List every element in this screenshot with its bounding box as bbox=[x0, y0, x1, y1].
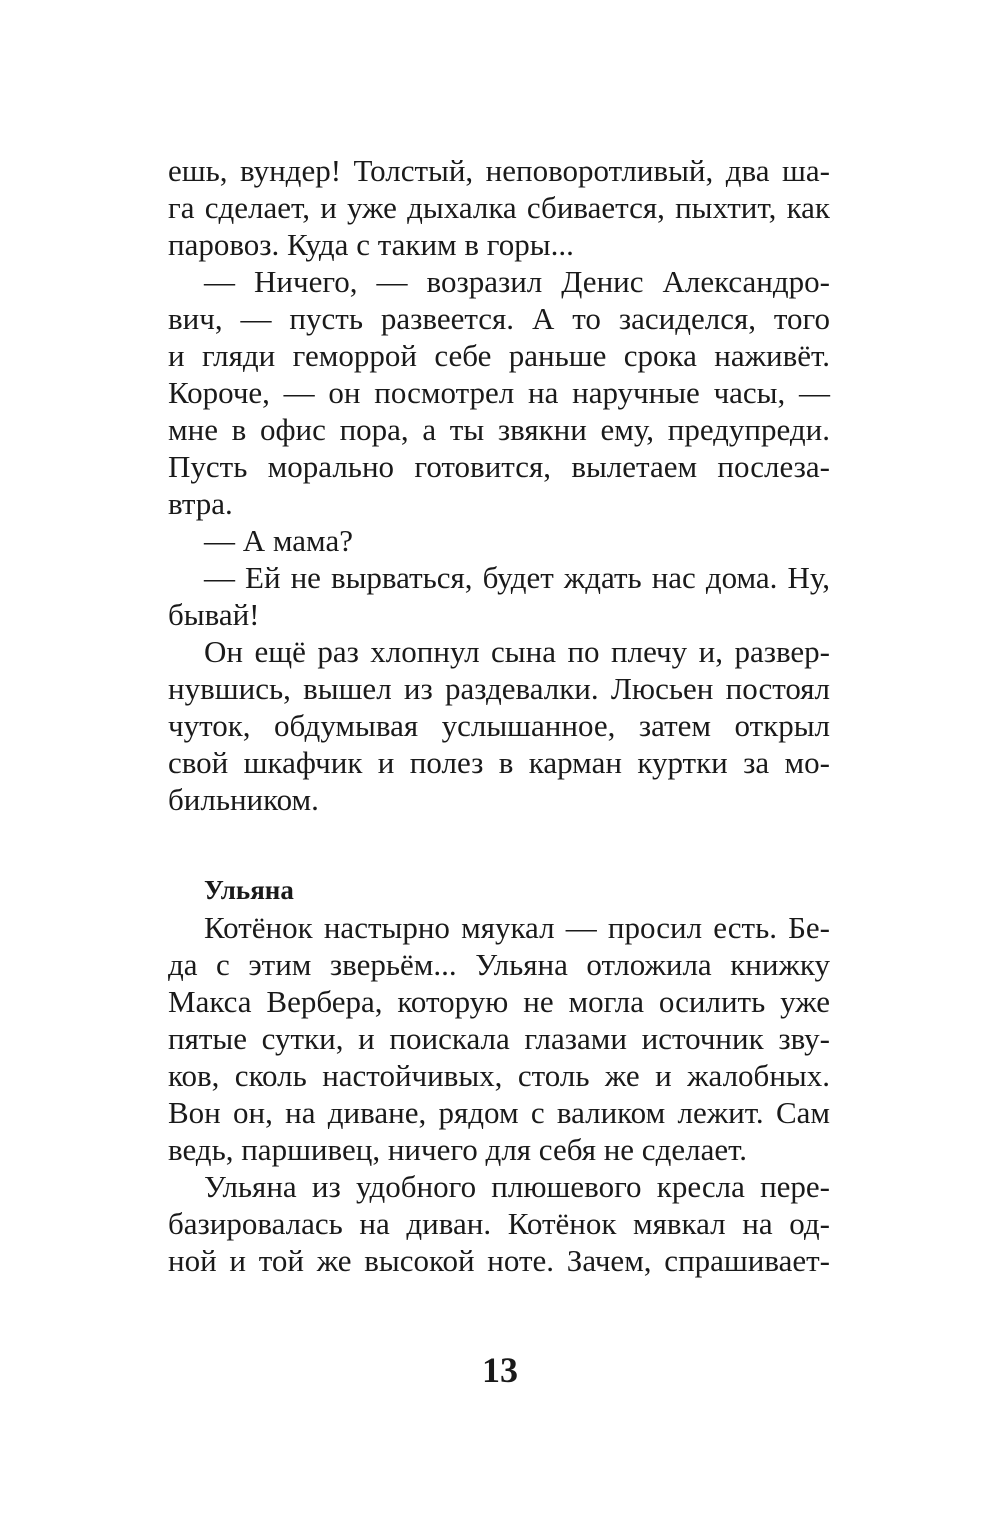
body-text-part2 bbox=[168, 909, 830, 1279]
body-text-part1 bbox=[168, 152, 830, 818]
text-line: Пусть морально готовится, вылетаем послеза- bbox=[168, 449, 830, 484]
text-line: Короче, — он посмотрел на наручные часы, — bbox=[168, 375, 830, 410]
text-line: Котёнок настырно мяукал — просил есть. Бе- bbox=[204, 910, 830, 945]
text-line: Он ещё раз хлопнул сына по плечу и, развер- bbox=[204, 634, 830, 669]
text-line: паровоз. Куда с таким в горы... bbox=[168, 227, 574, 262]
text-line: втра. bbox=[168, 486, 233, 521]
text-line: и гляди геморрой себе раньше срока наживёт. bbox=[168, 338, 830, 373]
text-line: — А мама? bbox=[204, 523, 353, 558]
text-line: Вон он, на диване, рядом с валиком лежит. Сам bbox=[168, 1095, 830, 1130]
text-line: Ульяна из удобного плюшевого кресла пере- bbox=[204, 1169, 830, 1204]
text-line: пятые сутки, и поискала глазами источник зву- bbox=[168, 1021, 830, 1056]
text-line: чуток, обдумывая услышанное, затем открыл bbox=[168, 708, 830, 743]
text-line: свой шкафчик и полез в карман куртки за мо- bbox=[168, 745, 830, 780]
text-line: да с этим зверьём... Ульяна отложила книжку bbox=[168, 947, 830, 982]
section-heading: Ульяна bbox=[204, 875, 294, 905]
text-line: ведь, паршивец, ничего для себя не сделает. bbox=[168, 1132, 748, 1167]
text-line: — Ничего, — возразил Денис Александро- bbox=[204, 264, 830, 299]
text-line: ков, сколь настойчивых, столь же и жалобных. bbox=[168, 1058, 830, 1093]
text-line: Макса Вербера, которую не могла осилить уже bbox=[168, 984, 830, 1019]
text-line: ешь, вундер! Толстый, неповоротливый, два ша- bbox=[168, 153, 830, 188]
text-line: мне в офис пора, а ты звякни ему, предупреди. bbox=[168, 412, 830, 447]
text-line: нувшись, вышел из раздевалки. Люсьен постоял bbox=[168, 671, 830, 706]
text-line: ной и той же высокой ноте. Зачем, спрашивает- bbox=[168, 1243, 830, 1278]
text-line: — Ей не вырваться, будет ждать нас дома. Ну, bbox=[204, 560, 830, 595]
text-line: бывай! bbox=[168, 597, 260, 632]
text-line: га сделает, и уже дыхалка сбивается, пыхтит, как bbox=[168, 190, 830, 225]
text-line: бильником. bbox=[168, 782, 319, 817]
text-line: базировалась на диван. Котёнок мявкал на од- bbox=[168, 1206, 830, 1241]
text-line: вич, — пусть развеется. А то засиделся, того bbox=[168, 301, 830, 336]
page-number: 13 bbox=[482, 1350, 518, 1390]
